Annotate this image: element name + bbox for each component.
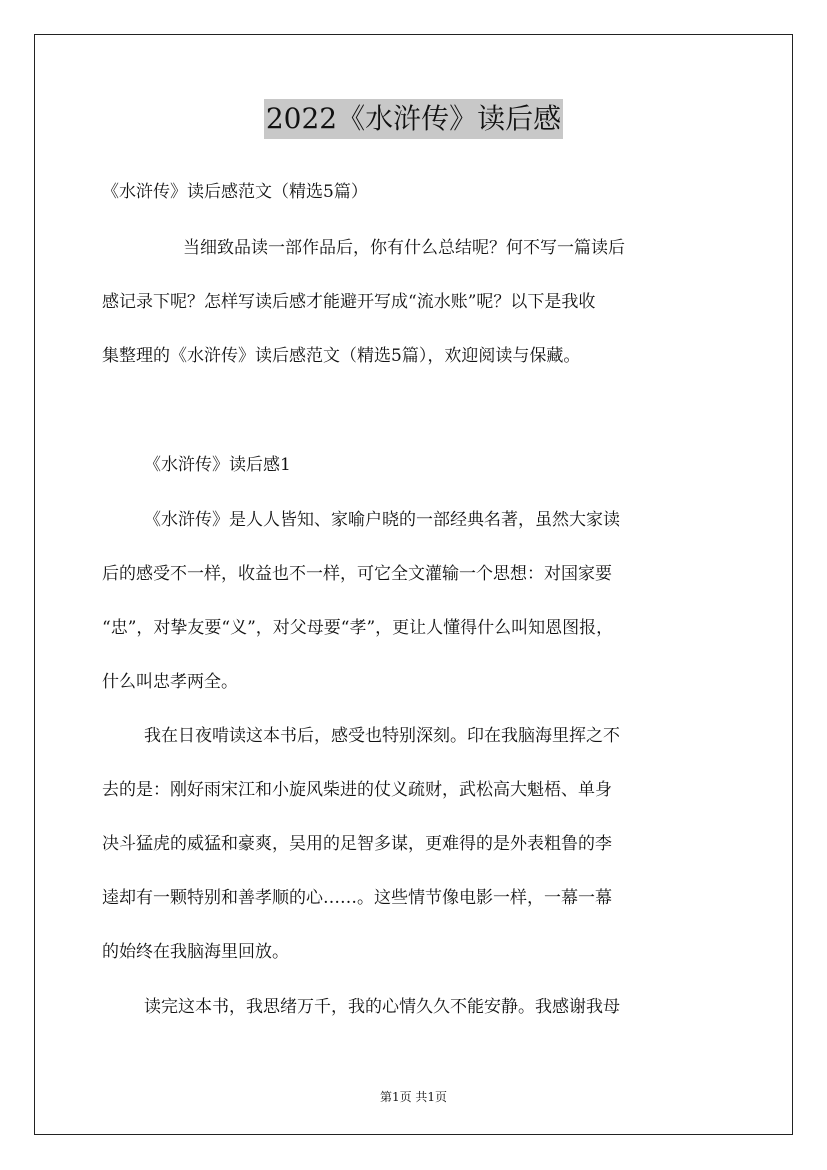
document-page [34, 34, 793, 1135]
paragraph-line: 后的感受不一样，收益也不一样，可它全文灌输一个思想：对国家要 [102, 564, 612, 584]
paragraph-line: “忠”，对挚友要“义”，对父母要“孝”，更让人懂得什么叫知恩图报， [102, 618, 614, 638]
paragraph-line: 的始终在我脑海里回放。 [102, 942, 289, 962]
intro-line: 感记录下呢？怎样写读后感才能避开写成“流水账”呢？以下是我收 [102, 292, 596, 312]
paragraph-line: 什么叫忠孝两全。 [102, 672, 238, 692]
title-wrap [35, 99, 792, 139]
paragraph-line: 读完这本书，我思绪万千，我的心情久久不能安静。我感谢我母 [144, 997, 620, 1017]
page-number: 第1页 共1页 [379, 1090, 448, 1104]
intro-line: 当细致品读一部作品后，你有什么总结呢？何不写一篇读后 [183, 238, 625, 258]
intro-line: 集整理的《水浒传》读后感范文（精选5篇），欢迎阅读与保藏。 [102, 346, 581, 366]
paragraph-line: 《水浒传》是人人皆知、家喻户晓的一部经典名著，虽然大家读 [144, 510, 620, 530]
paragraph-line: 去的是：刚好雨宋江和小旋风柴进的仗义疏财，武松高大魁梧、单身 [102, 780, 612, 800]
paragraph-line: 我在日夜啃读这本书后，感受也特别深刻。印在我脑海里挥之不 [144, 726, 620, 746]
paragraph-line: 逵却有一颗特别和善孝顺的心……。这些情节像电影一样，一幕一幕 [102, 888, 612, 908]
paragraph-line: 决斗猛虎的威猛和豪爽，吴用的足智多谋，更难得的是外表粗鲁的李 [102, 834, 612, 854]
document-subtitle: 《水浒传》读后感范文（精选5篇） [102, 182, 368, 202]
document-title: 2022《水浒传》读后感 [264, 99, 563, 139]
section-heading: 《水浒传》读后感1 [144, 455, 291, 475]
